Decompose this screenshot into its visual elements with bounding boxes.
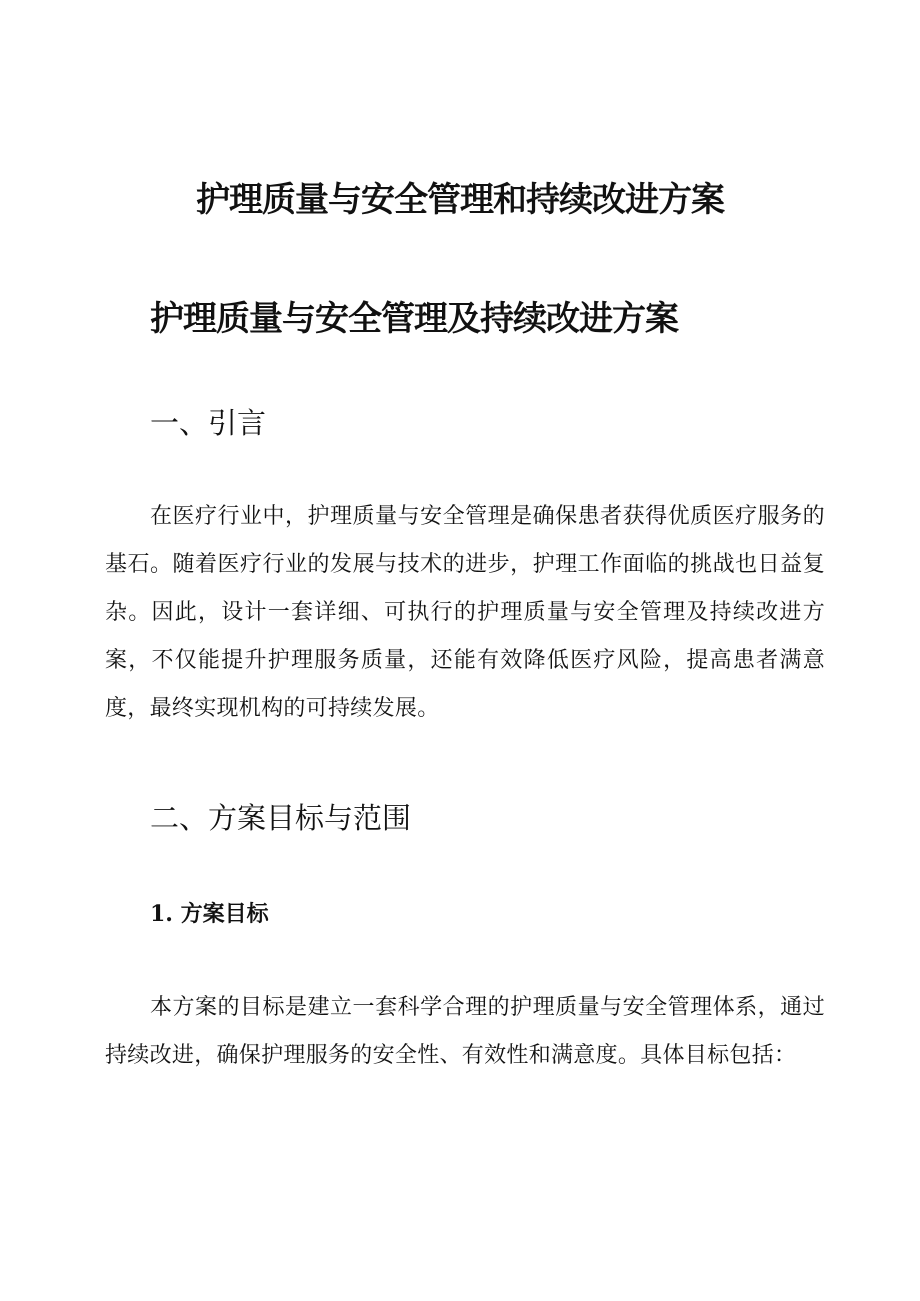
goals-paragraph: 本方案的目标是建立一套科学合理的护理质量与安全管理体系，通过持续改进，确保护理服务的安全性、有效性和满意度。具体目标包括：	[105, 995, 825, 1068]
introduction-paragraph: 在医疗行业中，护理质量与安全管理是确保患者获得优质医疗服务的基石。随着医疗行业的发展与技术的进步，护理工作面临的挑战也日益复杂。因此，设计一套详细、可执行的护理质量与安全管理及持续改进方案，不仅能提升护理服务质量，还能有效降低医疗风险，提高患者满意度，最终实现机构的可持续发展。	[105, 504, 825, 721]
section-heading-goals-scope: 二、方案目标与范围	[150, 801, 412, 835]
subheading-plan-goals: 1. 方案目标	[150, 901, 269, 927]
document-title: 护理质量与安全管理和持续改进方案	[196, 180, 724, 220]
section-heading-introduction: 一、引言	[150, 406, 267, 440]
document-subtitle: 护理质量与安全管理及持续改进方案	[150, 299, 678, 339]
